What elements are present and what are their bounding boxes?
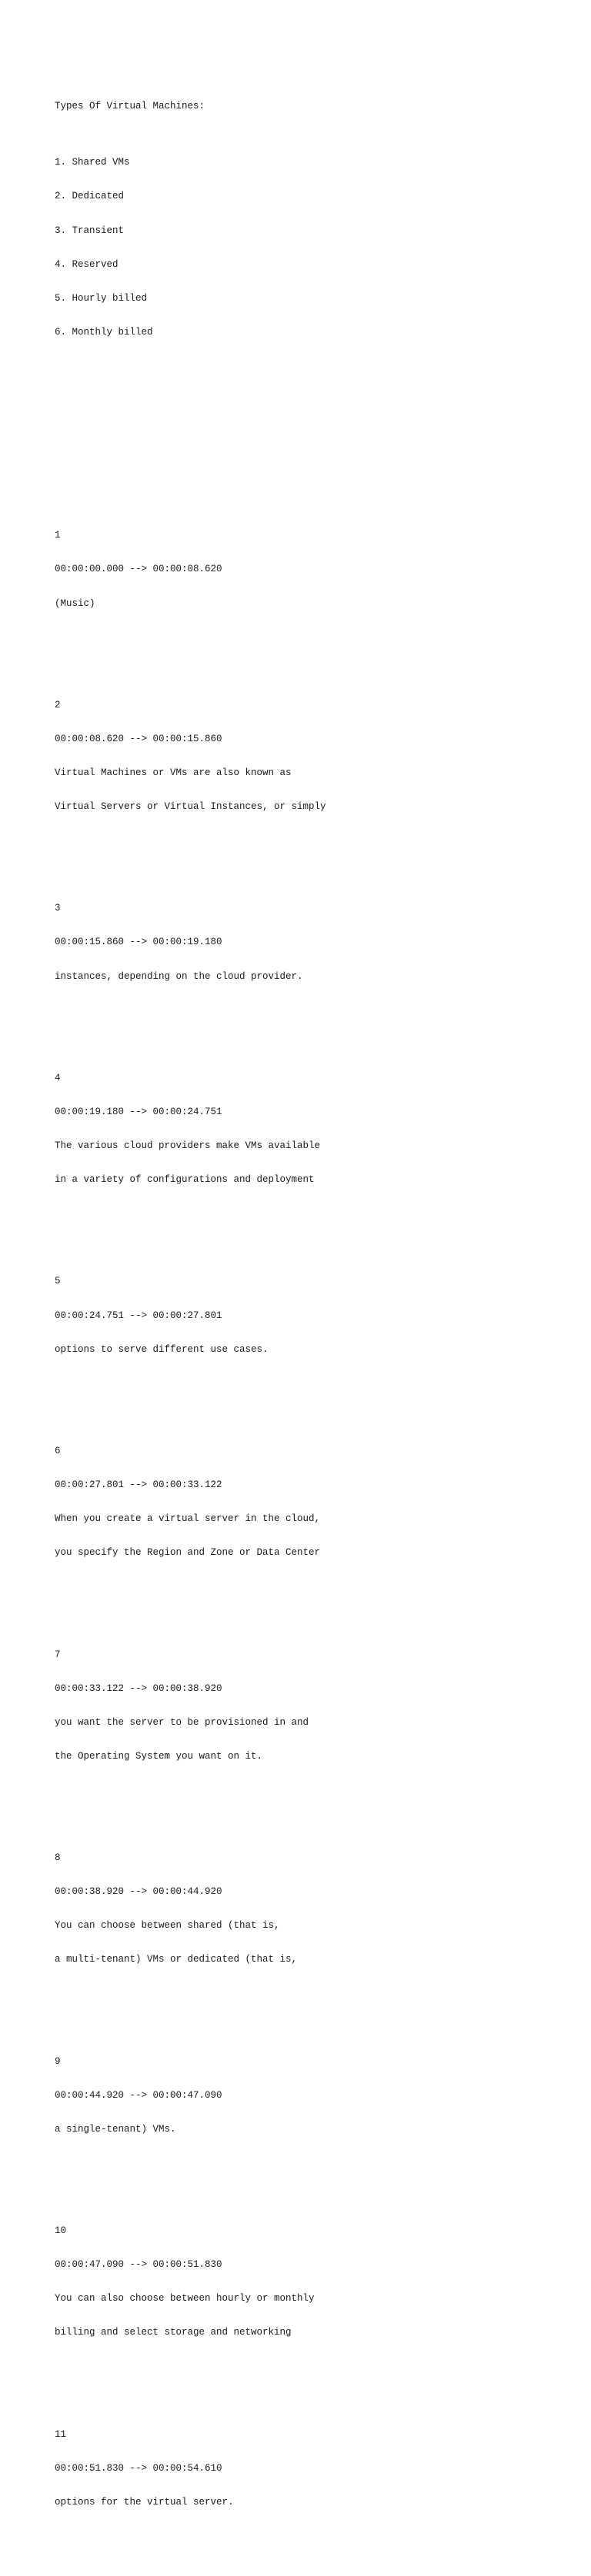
- cue-timing: 00:00:08.620 --> 00:00:15.860: [55, 733, 222, 744]
- cue-text-line: a multi-tenant) VMs or dedicated (that is,: [55, 1954, 298, 1965]
- subtitle-cue: [55, 2203, 578, 2361]
- subtitle-cue: [55, 1253, 578, 1378]
- cue-text-line: When you create a virtual server in the cloud,: [55, 1513, 321, 1525]
- section-spacer: [55, 417, 578, 451]
- cue-timing: 00:00:47.090 --> 00:00:51.830: [55, 2259, 222, 2271]
- cue-text-line: in a variety of configurations and deployment: [55, 1174, 315, 1186]
- transcript-document: [55, 55, 578, 2576]
- cue-timing: 00:00:38.920 --> 00:00:44.920: [55, 1886, 222, 1898]
- vm-type-item: 1. Shared VMs: [55, 157, 130, 168]
- vm-type-item: 5. Hourly billed: [55, 292, 148, 304]
- vm-type-item: 2. Dedicated: [55, 191, 125, 202]
- subtitle-cue: [55, 2406, 578, 2531]
- cue-index: 11: [55, 2428, 67, 2440]
- subtitle-cue: [55, 1830, 578, 1989]
- cue-text-line: options to serve different use cases.: [55, 1343, 269, 1355]
- vm-type-item: 3. Transient: [55, 225, 125, 236]
- cue-index: 2: [55, 699, 61, 711]
- cue-text-line: You can choose between shared (that is,: [55, 1920, 280, 1932]
- cue-index: 8: [55, 1852, 61, 1864]
- cue-index: 6: [55, 1445, 61, 1456]
- intro-section: [55, 78, 578, 383]
- cue-text-line: instances, depending on the cloud provider.: [55, 970, 303, 982]
- cue-timing: 00:00:51.830 --> 00:00:54.610: [55, 2462, 222, 2474]
- cue-text-line: the Operating System you want on it.: [55, 1750, 263, 1762]
- cue-index: 7: [55, 1649, 61, 1660]
- cue-timing: 00:00:27.801 --> 00:00:33.122: [55, 1479, 222, 1491]
- vm-type-item: 6. Monthly billed: [55, 326, 153, 338]
- intro-heading: Types Of Virtual Machines:: [55, 100, 205, 111]
- cue-timing: 00:00:15.860 --> 00:00:19.180: [55, 937, 222, 948]
- cue-text-line: Virtual Servers or Virtual Instances, or simply: [55, 801, 326, 813]
- cue-text-line: (Music): [55, 597, 95, 609]
- cue-timing: 00:00:00.000 --> 00:00:08.620: [55, 564, 222, 575]
- cue-text-line: you want the server to be provisioned in and: [55, 1716, 309, 1728]
- subtitle-cue: [55, 677, 578, 835]
- subtitle-cue: [55, 1626, 578, 1785]
- cue-index: 10: [55, 2225, 67, 2237]
- subtitle-cue: [55, 2033, 578, 2158]
- cue-index: 4: [55, 1072, 61, 1083]
- cue-index: 3: [55, 903, 61, 914]
- cue-text-line: Virtual Machines or VMs are also known as: [55, 767, 292, 778]
- vm-types-list: [55, 135, 578, 361]
- vm-type-item: 4. Reserved: [55, 258, 119, 270]
- cue-index: 9: [55, 2055, 61, 2067]
- cue-index: 5: [55, 1276, 61, 1287]
- subtitle-cue: [55, 1050, 578, 1208]
- cue-text-line: you specify the Region and Zone or Data Center: [55, 1547, 321, 1559]
- cue-timing: 00:00:24.751 --> 00:00:27.801: [55, 1310, 222, 1321]
- cue-text-line: a single-tenant) VMs.: [55, 2123, 176, 2135]
- subtitle-cue: [55, 1423, 578, 1582]
- cue-index: 1: [55, 530, 61, 541]
- cue-timing: 00:00:44.920 --> 00:00:47.090: [55, 2089, 222, 2101]
- cue-text-line: You can also choose between hourly or monthly: [55, 2293, 315, 2305]
- cue-text-line: The various cloud providers make VMs available: [55, 1140, 321, 1152]
- cue-text-line: options for the virtual server.: [55, 2496, 234, 2508]
- subtitle-cues: [55, 485, 578, 2565]
- subtitle-cue: [55, 880, 578, 1005]
- cue-text-line: billing and select storage and networking: [55, 2327, 292, 2338]
- cue-timing: 00:00:33.122 --> 00:00:38.920: [55, 1682, 222, 1694]
- cue-timing: 00:00:19.180 --> 00:00:24.751: [55, 1106, 222, 1117]
- subtitle-cue: [55, 508, 578, 632]
